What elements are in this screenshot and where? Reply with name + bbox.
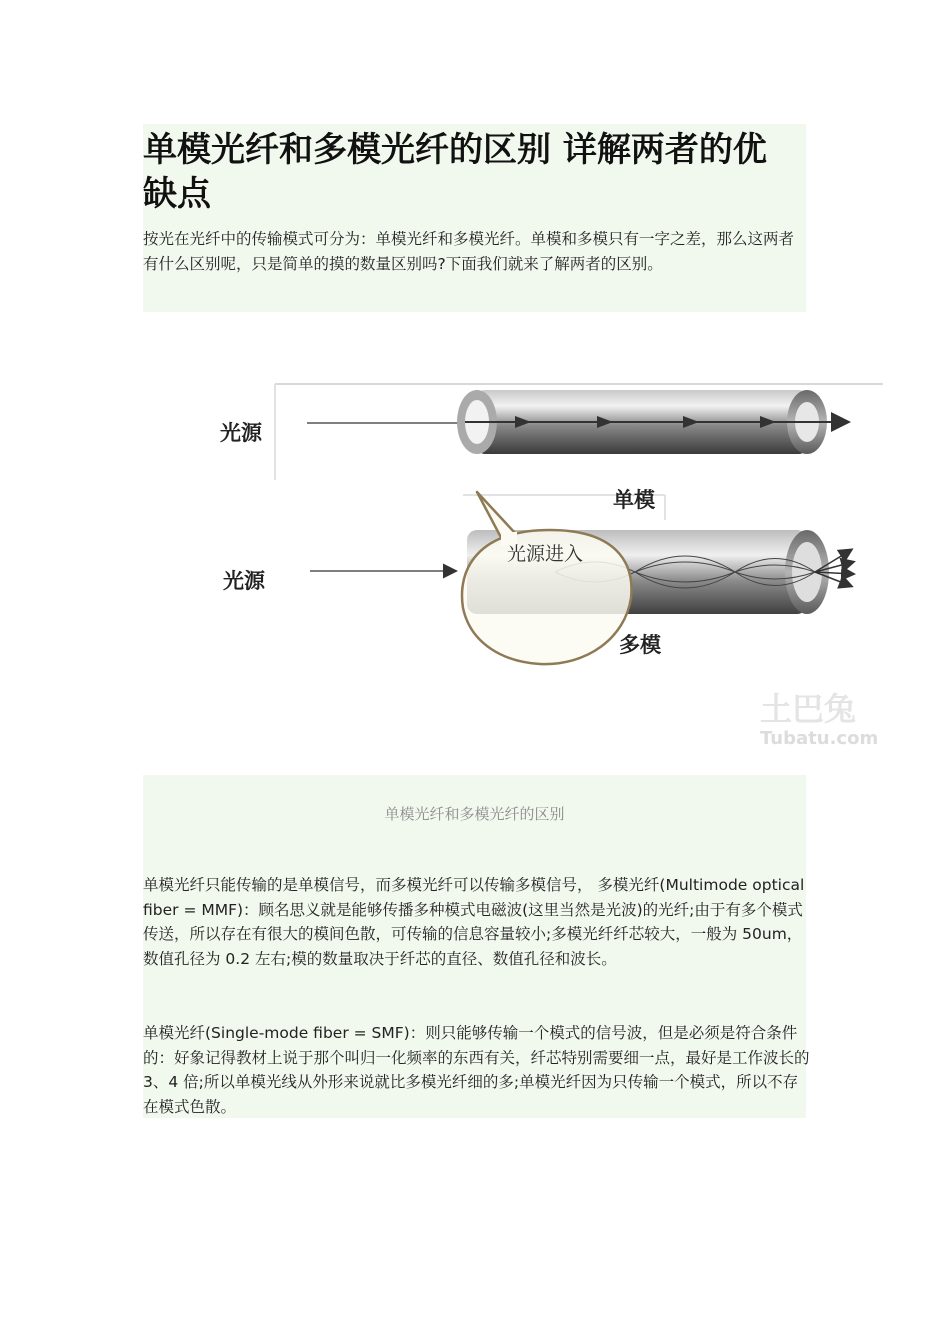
source-label-bottom: 光源 [223,569,265,593]
article-header [143,124,806,312]
callout-bubble [462,492,631,664]
paragraph-multimode: 单模光纤只能传输的是单模信号，而多模光纤可以传输多模信号， 多模光纤(Multimode optical fiber = MMF)：顾名思义就是能够传播多种模式电磁波(这里当然是光波)的光纤;由于有多个模式传送，所以存在有很大的模间色散，可传输的信息容量较小;多模光纤纤芯较大，一般为 50um，数值孔径为 0.2 左右;模的数量取决于纤芯的直径、数值孔径和波长。 [143,876,805,968]
multi-mode-label: 多模 [619,633,661,657]
fiber-diagram [215,380,885,752]
watermark-logo: 土巴兔 [760,690,857,728]
single-mode-label: 单模 [613,488,655,512]
article-body [143,775,810,1118]
single-mode-fiber [457,390,847,454]
paragraph-singlemode: 单模光纤(Single-mode fiber = SMF)：则只能够传输一个模式的信号波，但是必须是符合条件的：好象记得教材上说于那个叫归一化频率的东西有关，纤芯特别需要细一点，最好是工作波长的 3、4 倍;所以单模光线从外形来说就比多模光纤细的多;单模光纤因为只传输一个模式，所以不存在模式色散。 [143,1024,810,1116]
page-title: 单模光纤和多模光纤的区别 详解两者的优缺点 [143,130,767,214]
figure-caption: 单模光纤和多模光纤的区别 [384,805,565,823]
intro-paragraph: 按光在光纤中的传输模式可分为：单模光纤和多模光纤。单模和多模只有一字之差，那么这两者有什么区别呢，只是简单的摸的数量区别吗?下面我们就来了解两者的区别。 [143,230,795,273]
bubble-text: 光源进入 [507,543,584,565]
source-label-top: 光源 [220,421,262,445]
watermark-url: Tubatu.com [760,728,879,749]
